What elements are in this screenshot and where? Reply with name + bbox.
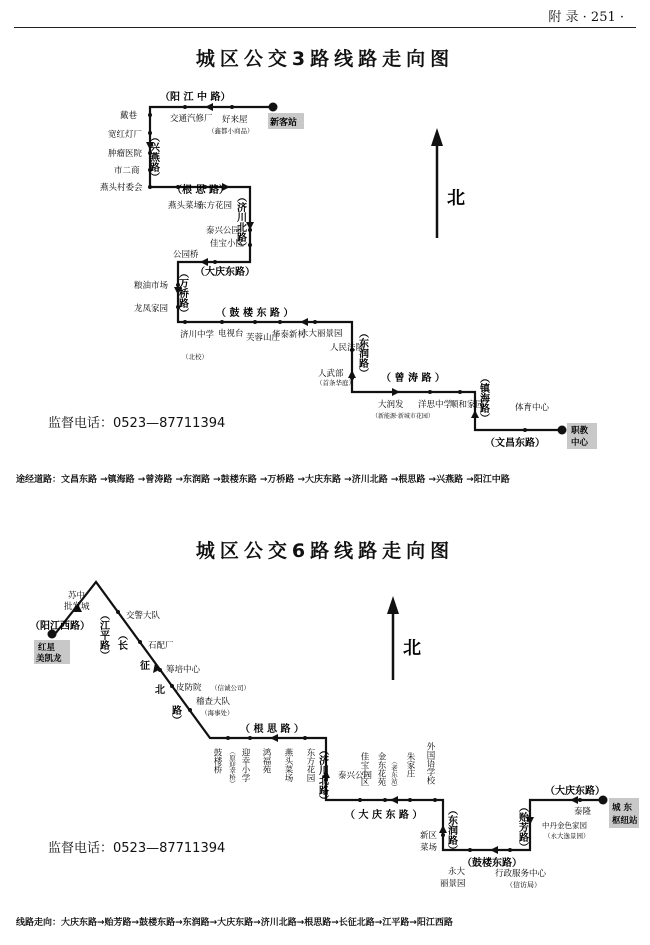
- stop-zhongdan-sub: （永大逸景园）: [544, 832, 590, 840]
- stop-daixiang: 戴巷: [120, 111, 138, 121]
- stop-yantou: 燕头村委会: [100, 183, 143, 193]
- road-yangjiang: （阳 江 中 路）: [160, 92, 231, 103]
- stop-jiaotong: 交通汽修厂: [170, 114, 213, 124]
- stop-yongda-6-2: 丽景园: [440, 879, 466, 889]
- stop-shipei: 石配厂: [148, 641, 174, 651]
- stop-taixing: 泰兴公园: [206, 226, 241, 236]
- stop-huatai: 华泰新村: [272, 330, 307, 340]
- stop-jiabao-6: 佳宝小区: [359, 752, 369, 786]
- stop-yantoucai-6: 燕头菜场: [283, 748, 293, 782]
- stop-furong: 芙蓉山庄: [246, 333, 281, 343]
- road-jiangping: （江平路）: [97, 610, 109, 660]
- stop-xinke: 新客站: [270, 118, 298, 128]
- stop-xingzheng: 行政服务中心: [495, 869, 547, 879]
- stop-pifang-sub: （信诚公司）: [211, 684, 250, 692]
- road-gensi: （根 思 路）: [172, 185, 229, 196]
- stop-yongda-6-1: 永大: [448, 867, 466, 877]
- stop-shierzhong: 市二商: [114, 166, 140, 176]
- route3-title: 城区公交3路线路走向图: [195, 48, 455, 70]
- stop-renmin: 人民法院: [330, 343, 365, 353]
- road-wenchang: （文昌东路）: [485, 438, 545, 449]
- stop-jicha: 稽查大队: [196, 697, 231, 707]
- stop-tailong: 泰隆: [574, 807, 592, 817]
- route3-phone: 监督电话：0523—87711394: [48, 416, 226, 431]
- road-yifang: （贻芳路）: [516, 802, 528, 852]
- stop-yangsi: 洋思中学: [418, 400, 453, 410]
- route6-title: 城区公交6路线路走向图: [195, 540, 455, 562]
- stop-haolaiwu: 好来屋: [222, 115, 248, 125]
- road-zhenhai: （镇海路）: [477, 373, 489, 423]
- stop-yingxin: 迎幸小学: [240, 748, 250, 782]
- stop-hongxing-2: 美凯龙: [36, 654, 62, 664]
- stop-hongxing-1: 红星: [38, 643, 56, 653]
- road-daqing2-6: （大庆东路）: [545, 786, 605, 797]
- road-changzheng-1: （长: [115, 630, 127, 650]
- stop-pifang: 皮防院: [176, 683, 202, 693]
- stop-jicha-sub: （海事处）: [201, 709, 234, 717]
- stop-xingzheng-sub: （信访局）: [506, 881, 541, 889]
- stop-jiaojing: 交警大队: [126, 611, 161, 621]
- stop-chongpei: 筹培中心: [166, 665, 201, 675]
- stop-longfeng: 龙凤家园: [134, 304, 169, 314]
- stop-jiabao: 佳宝小区: [210, 239, 245, 249]
- stop-waiguoyu: 外国语学校: [425, 742, 435, 785]
- road-daqing: （大庆东路）: [195, 267, 255, 278]
- road-changzheng-3: 北: [152, 684, 164, 694]
- stop-jindong-sub: （老东站）: [390, 758, 398, 791]
- stop-yongda: 永大丽景园: [300, 329, 343, 339]
- stop-zhijiao-2: 中心: [571, 438, 589, 448]
- stop-renwu: 人武部: [318, 369, 344, 379]
- road-dongrun-6: （东润路）: [445, 805, 457, 855]
- stop-zhijiao-1: 职教: [571, 426, 589, 436]
- stop-zhongliu: 肿瘤医院: [108, 149, 143, 159]
- stop-gongyuanqiao: 公园桥: [173, 250, 199, 260]
- stop-haolaiwu-sub: （鑫都小商品）: [208, 127, 254, 135]
- stop-liangyou: 粮油市场: [134, 281, 169, 291]
- north-arrow-icon-2: [387, 596, 399, 680]
- road-gulou: （ 鼓 楼 东 路 ）: [216, 308, 294, 319]
- stop-taixing-6: 泰兴公园: [338, 771, 373, 781]
- stop-jichuanzx-sub: （北校）: [182, 353, 208, 361]
- stop-renwu-sub: （首条华庭）: [316, 379, 355, 387]
- road-jichuan-6: （济川北路）: [316, 745, 328, 805]
- road-gensi-6: （ 根 思 路 ）: [240, 724, 304, 735]
- stop-dongfang-6: 东方花园: [305, 748, 315, 782]
- stop-zhongdan: 中丹金色家园: [542, 821, 587, 830]
- stop-suzhong-1: 苏中: [68, 591, 86, 601]
- stop-shunhe: 顺和家园: [450, 400, 485, 410]
- stop-tiyu: 体育中心: [515, 403, 550, 413]
- route6-north-label: 北: [403, 638, 421, 659]
- stop-jindong: 金东花苑: [376, 752, 386, 786]
- road-gulou-6: （鼓楼东路）: [462, 858, 522, 869]
- stop-yantoucai: 燕头菜场: [168, 201, 203, 211]
- appendix-page-label: 附 录 · 251 ·: [548, 10, 624, 25]
- route6-phone: 监督电话：0523—87711394: [48, 841, 226, 856]
- route3-via: 途经道路：文昌东路 →镇海路 →曾涛路 →东润路 →鼓楼东路 →万桥路 →大庆东路 →济川北路 →根思路 →兴燕路 →阳江中路: [16, 475, 510, 485]
- road-wanqiao: （万桥路）: [176, 268, 188, 318]
- road-changzheng-4: 路）: [169, 705, 181, 725]
- stop-gulouqiao: 鼓楼桥: [212, 748, 222, 774]
- stop-darunfa: 大润发: [378, 400, 404, 410]
- stop-suzhong-2: 批发城: [64, 602, 90, 612]
- stop-dianshitai: 电视台: [218, 329, 244, 339]
- stop-dongfang: 东方花园: [198, 201, 233, 211]
- road-changzheng-2: 征: [137, 660, 149, 670]
- stop-hongdeng: 宽红灯厂: [108, 130, 143, 140]
- route3-north-label: 北: [447, 188, 465, 209]
- stop-jichuanzx: 济川中学: [180, 330, 215, 340]
- stop-darunfa-sub: （新能源·新城市花园）: [372, 413, 434, 420]
- road-jichuan: （济川北路）: [234, 192, 246, 252]
- stop-hongfu: 鸿福苑: [261, 748, 271, 774]
- stop-chengdong-1: 城 东: [612, 803, 632, 813]
- road-cengtao: （ 曾 涛 路 ）: [381, 373, 445, 384]
- stop-xinqu-1: 新区: [420, 831, 438, 841]
- road-xingyan: （兴燕路）: [147, 132, 159, 182]
- road-dongrun: （东润路）: [356, 328, 368, 378]
- stop-zhujia: 朱家庄: [405, 752, 415, 778]
- road-yangjiang-w: （阳江西路）: [30, 621, 90, 632]
- stop-chengdong-2: 枢纽站: [612, 816, 638, 826]
- stop-yingxin-sub: （原迎幸桥）: [228, 748, 236, 787]
- stop-xinqu-2: 菜场: [420, 843, 438, 853]
- route6-via: 线路走向：大庆东路→贻芳路→鼓楼东路→东润路→大庆东路→济川北路→根思路→长征北路→江平路→阳江西路: [16, 918, 453, 928]
- road-daqing-6: （ 大 庆 东 路 ）: [345, 810, 423, 821]
